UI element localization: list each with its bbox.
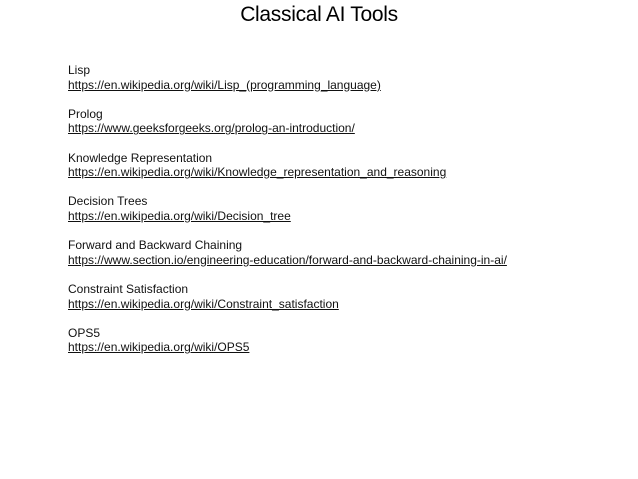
entry-link[interactable]: https://www.section.io/engineering-education/forward-and-backward-chaining-in-ai/ xyxy=(68,252,507,267)
entry-link[interactable]: https://en.wikipedia.org/wiki/Lisp_(programming_language) xyxy=(68,77,381,92)
entry-label: Lisp xyxy=(68,63,91,77)
entry-ops5 xyxy=(68,326,628,355)
entry-label: Knowledge Representation xyxy=(68,150,213,165)
entry-link[interactable]: https://en.wikipedia.org/wiki/OPS5 xyxy=(68,340,250,355)
entry-link[interactable]: https://en.wikipedia.org/wiki/Constraint_satisfaction xyxy=(68,296,339,311)
entry-lisp xyxy=(68,63,628,92)
tool-list xyxy=(68,63,628,369)
entry-label: Decision Trees xyxy=(68,194,148,209)
entry-forward-backward-chaining xyxy=(68,238,628,267)
entry-link[interactable]: https://www.geeksforgeeks.org/prolog-an-introduction/ xyxy=(68,121,355,136)
entry-label: OPS5 xyxy=(68,325,101,340)
entry-link[interactable]: https://en.wikipedia.org/wiki/Knowledge_representation_and_reasoning xyxy=(68,165,447,180)
entry-constraint-satisfaction xyxy=(68,282,628,311)
entry-label: Prolog xyxy=(68,106,103,121)
entry-label: Forward and Backward Chaining xyxy=(68,238,243,253)
entry-label: Constraint Satisfaction xyxy=(68,281,189,296)
slide-title: Classical AI Tools xyxy=(240,3,398,26)
entry-prolog xyxy=(68,107,628,136)
entry-knowledge-representation xyxy=(68,151,628,180)
entry-link[interactable]: https://en.wikipedia.org/wiki/Decision_tree xyxy=(68,208,291,223)
entry-decision-trees xyxy=(68,194,628,223)
